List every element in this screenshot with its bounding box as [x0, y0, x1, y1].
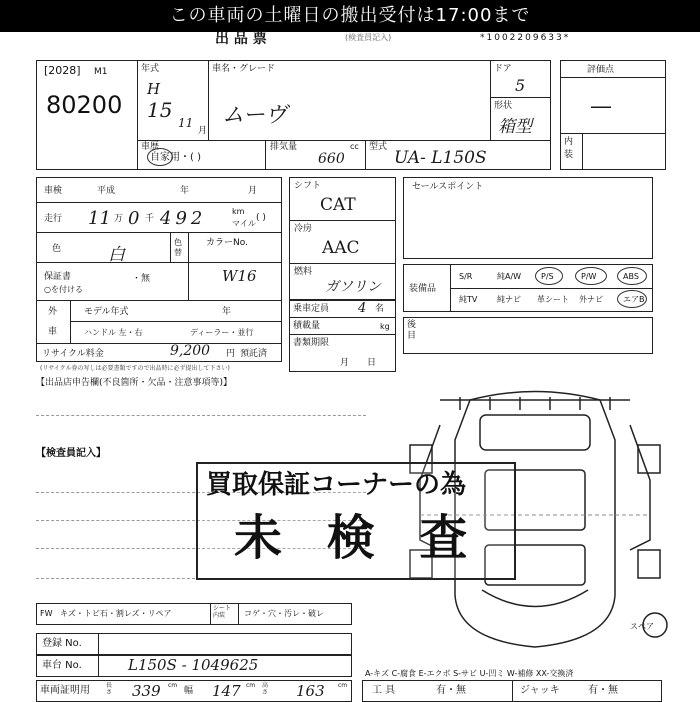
- mileage-man: 11: [88, 208, 111, 229]
- height-value: 163: [296, 682, 325, 700]
- model-code-value: UA- L150S: [394, 148, 487, 168]
- model-code-label: 型式: [369, 142, 388, 152]
- displacement-label: 排気量: [270, 142, 298, 152]
- color-label: 色: [52, 244, 62, 254]
- docs-unit: 月日: [340, 358, 395, 368]
- height-unit: cm: [338, 682, 348, 689]
- equip-item: ABS: [623, 272, 639, 281]
- warranty-options: ・無: [132, 274, 151, 284]
- equip-item: 革シート: [537, 295, 569, 304]
- recycle-label: リサイクル料金: [42, 349, 104, 359]
- chassis-value: L150S - 1049625: [128, 656, 259, 674]
- jack-options: 有・無: [588, 685, 618, 696]
- inspection-year-unit: 年: [180, 186, 190, 196]
- shift-value: CAT: [320, 195, 356, 215]
- color-value: 白: [108, 245, 125, 265]
- equip-circle-pw: [575, 267, 607, 285]
- seat-text: コゲ・穴・汚レ・破レ: [244, 609, 324, 618]
- spare-label: スペア: [630, 622, 654, 631]
- warranty-label: 保証書: [44, 272, 72, 282]
- foreign-dealer: ディーラー・並行: [190, 328, 254, 337]
- equip-circle-airbag: [617, 290, 647, 308]
- color-code-label: カラーNo.: [206, 238, 248, 248]
- chassis-label: 車台 No.: [42, 660, 82, 671]
- body-shape-label: 形状: [494, 101, 513, 111]
- warranty-note: ○を付ける: [44, 285, 83, 294]
- stamp-line-2: 未 検 査: [234, 510, 482, 566]
- height-label: 高さ: [262, 682, 269, 696]
- aircon-label: 冷房: [294, 224, 313, 234]
- interior-label: 内装: [564, 137, 574, 160]
- foreign-label-1: 外: [48, 307, 58, 317]
- doors-value: 5: [515, 76, 526, 95]
- registration-row: [36, 633, 352, 655]
- displacement-value: 660: [318, 151, 345, 167]
- body-shape-value: 箱型: [498, 117, 532, 137]
- pickup-banner: この車両の土曜日の搬出受付は17:00まで: [0, 0, 700, 32]
- width-label: 幅: [184, 686, 194, 696]
- registration-label: 登録 No.: [42, 638, 82, 649]
- foreign-year-unit: 年: [222, 307, 232, 317]
- year-label: 年式: [141, 64, 160, 74]
- grade-value: —: [590, 94, 612, 119]
- recycle-note: (リサイクル券の写しは必要書類ですので出品時に必ず提出して下さい): [40, 365, 230, 372]
- length-label: 長さ: [106, 682, 113, 696]
- inspector-note: 【検査員記入】: [36, 448, 106, 459]
- equip-circle-ps: [535, 267, 563, 285]
- barcode-number: *1002209633*: [480, 33, 571, 43]
- year-month: 11: [178, 116, 194, 130]
- docs-label: 書類期限: [293, 338, 330, 348]
- exhibitor-note: 【出品店申告欄(不良箇所・欠品・注意事項等)】: [36, 378, 233, 388]
- capacity-label: 乗車定員: [293, 304, 330, 314]
- seat-label: シート内装: [213, 605, 232, 619]
- shift-label: シフト: [294, 181, 322, 191]
- equip-item: P/W: [581, 272, 597, 281]
- history-circle: [147, 148, 173, 166]
- model-name-label: 車名・グレード: [212, 64, 276, 74]
- equip-item: 純TV: [459, 295, 478, 304]
- equip-item: エアB: [623, 295, 645, 304]
- tools-options: 有・無: [436, 685, 466, 696]
- capacity-value: 4: [358, 301, 367, 316]
- mileage-unit-km: km: [232, 207, 245, 216]
- equip-item: 純A/W: [497, 272, 522, 281]
- fuel-label: 燃料: [294, 267, 313, 277]
- width-value: 147: [212, 682, 241, 700]
- width-unit: cm: [246, 682, 256, 689]
- tools-label: 工 具: [372, 685, 396, 696]
- fw-text: キズ・トビ石・割レズ・リペア: [60, 609, 172, 618]
- doors-label: ドア: [494, 64, 512, 74]
- lot-tag-suffix: M1: [94, 67, 108, 77]
- load-label: 積載量: [293, 321, 321, 331]
- sales-point-label: セールスポイント: [412, 182, 484, 192]
- year-value: 15: [147, 98, 173, 122]
- equip-item: 純ナビ: [497, 295, 521, 304]
- aircon-value: AAC: [322, 238, 360, 258]
- mileage-man-unit: 万: [114, 214, 124, 224]
- sheet-subtitle: (検査員記入): [345, 33, 392, 42]
- rear-seat-box: [403, 317, 653, 354]
- foreign-model-year: モデル年式: [84, 307, 129, 317]
- jack-label: ジャッキ: [520, 685, 560, 696]
- model-name-value: ムーヴ: [222, 103, 287, 128]
- sheet-title: 出 品 票: [215, 31, 267, 47]
- recycle-unit: 円: [226, 349, 236, 359]
- color-code-value: W16: [222, 267, 257, 285]
- equip-circle-abs: [617, 267, 647, 285]
- foreign-handle: ハンドル 左・右: [84, 328, 143, 337]
- mileage-unit-mile: マイル: [232, 219, 256, 228]
- mileage-rest: 492: [160, 208, 207, 229]
- displacement-unit: cc: [350, 142, 359, 151]
- fw-label: FW: [40, 609, 53, 618]
- lot-number: 80200: [46, 91, 123, 119]
- inspection-month-unit: 月: [248, 186, 258, 196]
- length-unit: cm: [168, 682, 178, 689]
- recycle-value: 9,200: [170, 343, 211, 359]
- equip-item: 外ナビ: [579, 295, 603, 304]
- history-label: 車歴: [141, 142, 160, 152]
- load-unit: kg: [380, 322, 390, 331]
- recycle-note-right: 預託済: [240, 349, 268, 359]
- foreign-label-2: 車: [48, 327, 58, 337]
- grade-label: 評価点: [587, 65, 615, 75]
- month-unit: 月: [198, 126, 208, 136]
- mileage-label: 走行: [44, 214, 63, 224]
- damage-legend: A-キズ C-腐食 E-エクボ S-サビ U-凹ミ W-補修 XX-交換済: [365, 669, 574, 678]
- rear-seat-label: 後目: [407, 320, 417, 341]
- stamp-line-1: 買取保証コーナーの為: [206, 470, 467, 500]
- fuel-value: ガソリン: [325, 279, 381, 295]
- capacity-unit: 名: [375, 304, 385, 314]
- inspection-era: 平成: [97, 186, 116, 196]
- lot-tag: [2028]: [44, 64, 81, 77]
- equipment-label: 装備品: [409, 284, 437, 294]
- cert-label: 車両証明用: [40, 685, 90, 696]
- year-era: H: [147, 80, 161, 98]
- equip-item: P/S: [541, 272, 554, 281]
- length-value: 339: [132, 682, 161, 700]
- equip-item: S/R: [459, 272, 473, 281]
- inspection-label: 車検: [44, 186, 63, 196]
- mileage-sen: 0: [128, 208, 140, 229]
- history-options: 自家用・( ): [150, 152, 201, 163]
- no-inspection-stamp: [196, 462, 516, 580]
- mileage-sen-unit: 千: [145, 214, 155, 224]
- mileage-paren: ( ): [256, 213, 266, 223]
- equipment-grid: [451, 264, 653, 312]
- color-change-label: 色替: [174, 238, 182, 257]
